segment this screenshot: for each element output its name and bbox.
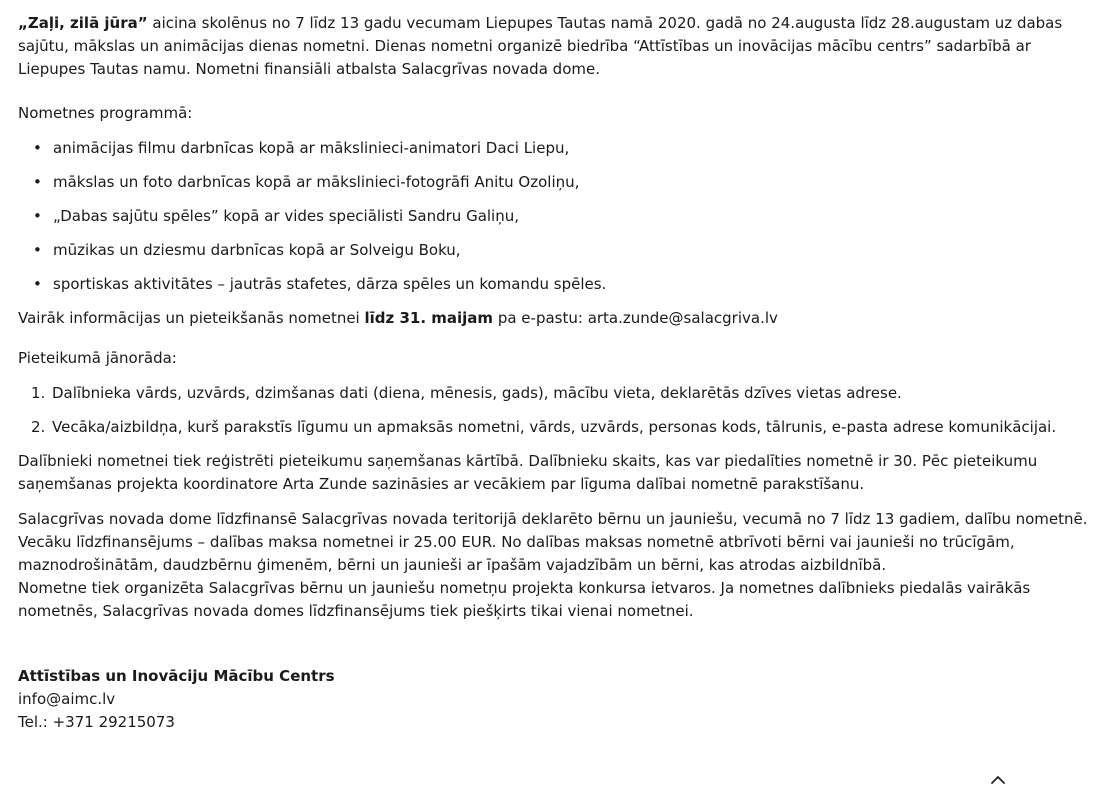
organization-email: info@aimc.lv: [18, 690, 116, 708]
list-item: [18, 416, 1098, 439]
organization-name: Attīstības un Inovāciju Mācību Centrs: [18, 667, 335, 685]
list-number: 1.: [31, 384, 46, 402]
list-item: • sportiskas aktivitātes – jautrās stafetes, dārza spēles un komandu spēles.: [18, 273, 1098, 296]
cofinance-text: Salacgrīvas novada dome līdzfinansē Salacgrīvas novada teritorijā deklarēto bērnu un jauniešu, vecumā no 7 līdz 13 gadiem, dalību nometnē. Vecāku līdzfinansējums – dalības maksa nometnei ir 25.00 EUR. No dalības maksas nometnē atbrīvoti bērni vai jaunieši no trūcīgām, maznodrošinātām, daudzbērnu ģimenēm, bērni un jaunieši ar īpašām vajadzībām un bērni, kas atrodas aizbildnībā.: [18, 510, 1088, 574]
list-item: • mākslas un foto darbnīcas kopā ar mākslinieci-fotogrāfi Anitu Ozoliņu,: [18, 171, 1098, 194]
more-info-text: Vairāk informācijas un pieteikšanās nometnei: [18, 309, 365, 327]
application-heading: Pieteikumā jānorāda:: [18, 349, 177, 367]
list-item-text: Dalībnieka vārds, uzvārds, dzimšanas dati (diena, mēnesis, gads), mācību vieta, deklarētās dzīves vietas adrese.: [52, 384, 902, 402]
chevron-up-icon: [988, 770, 1008, 790]
cofinance-text-2: Nometne tiek organizēta Salacgrīvas bērnu un jauniešu nometņu projekta konkursa ietvaros. Ja nometnes dalībnieks piedalās vairākās nometnēs, Salacgrīvas novada domes līdzfinansējums tiek piešķirts tikai vienai nometnei.: [18, 579, 1031, 620]
cofinance-paragraph: [18, 508, 1098, 623]
list-number: 2.: [31, 418, 46, 436]
list-item: • mūzikas un dziesmu darbnīcas kopā ar Solveigu Boku,: [18, 239, 1098, 262]
deadline-text: līdz 31. maijam: [364, 309, 494, 327]
organization-phone: Tel.: +371 29215073: [18, 713, 175, 731]
intro-paragraph: [18, 12, 1098, 81]
list-item-text: Vecāka/aizbildņa, kurš parakstīs līgumu un apmaksās nometni, vārds, uzvārds, personas kods, tālrunis, e-pasta adrese komunikācijai.: [52, 418, 1057, 436]
contact-block: [18, 665, 1098, 734]
more-info-paragraph: [18, 307, 1098, 330]
camp-title: „Zaļi, zilā jūra”: [18, 14, 148, 32]
list-item: [18, 382, 1098, 405]
list-item: • animācijas filmu darbnīcas kopā ar mākslinieci-animatori Daci Liepu,: [18, 137, 1098, 160]
intro-text: aicina skolēnus no 7 līdz 13 gadu vecumam Liepupes Tautas namā 2020. gadā no 24.augusta līdz 28.augustam uz dabas sajūtu, mākslas un animācijas dienas nometni. Dienas nometni organizē biedrība “Attīstības un inovācijas mācību centrs” sadarbībā ar Liepupes Tautas namu. Nometni finansiāli atbalsta Salacgrīvas novada dome.: [18, 14, 1063, 78]
application-list: [18, 382, 1098, 439]
scroll-to-top-button[interactable]: [988, 770, 1008, 790]
contact-email-text: pa e-pastu: arta.zunde@salacgriva.lv: [493, 309, 778, 327]
registration-paragraph: Dalībnieki nometnei tiek reģistrēti pieteikumu saņemšanas kārtībā. Dalībnieku skaits, kas var piedalīties nometnē ir 30. Pēc pieteikumu saņemšanas projekta koordinatore Arta Zunde sazināsies ar vecākiem par līguma dalībai nometnē parakstīšanu.: [18, 452, 1038, 493]
list-item: • „Dabas sajūtu spēles” kopā ar vides speciālisti Sandru Galiņu,: [18, 205, 1098, 228]
article-content: [18, 0, 1098, 734]
programme-heading: Nometnes programmā:: [18, 104, 193, 122]
programme-list: [18, 137, 1098, 296]
